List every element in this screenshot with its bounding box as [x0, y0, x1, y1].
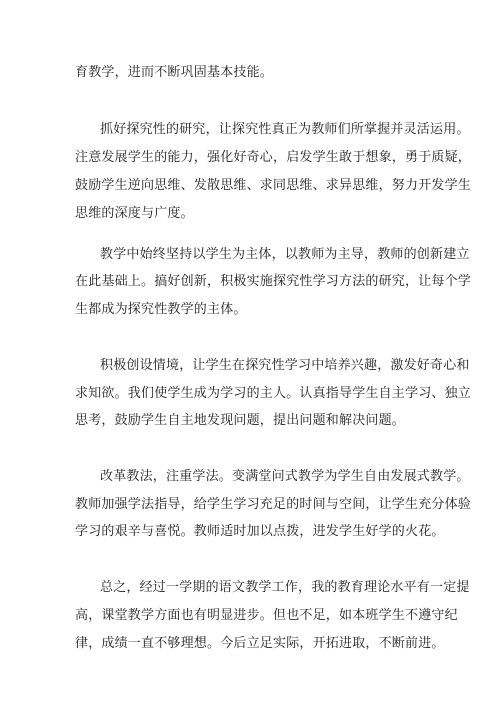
paragraph-line: 鼓励学生逆向思维、发散思维、求同思维、求异思维，努力开发学生: [75, 178, 472, 193]
paragraph-line: 改革教法，注重学法。变满堂问式教学为学生自由发展式教学。: [100, 469, 470, 484]
paragraph-line: 在此基础上。搞好创新，积极实施探究性学习方法的研究，让每个学: [75, 274, 472, 289]
paragraph-line: 律，成绩一直不够理想。今后立足实际，开拓进取，不断前进。: [75, 636, 445, 651]
paragraph-line: 思维的深度与广度。: [75, 206, 194, 221]
paragraph-line: 注意发展学生的能力，强化好奇心，启发学生敢于想象，勇于质疑，: [75, 150, 472, 165]
paragraph-line: 教师加强学法指导，给学生学习充足的时间与空间，让学生充分体验: [75, 497, 472, 512]
paragraph-line: 求知欲。我们使学生成为学习的主人。认真指导学生自主学习、独立: [75, 386, 472, 401]
paragraph-line: 抓好探究性的研究，让探究性真正为教师们所掌握并灵活运用。: [100, 122, 470, 137]
paragraph-line: 高，课堂教学方面也有明显进步。但也不足，如本班学生不遵守纪: [75, 608, 458, 623]
paragraph-line: 生都成为探究性教学的主体。: [75, 302, 247, 317]
paragraph-line: 教学中始终坚持以学生为主体，以教师为主导，教师的创新建立: [100, 247, 470, 262]
paragraph-line: 育教学，进而不断巩固基本技能。: [75, 65, 274, 80]
paragraph-line: 总之，经过一学期的语文教学工作，我的教育理论水平有一定提: [100, 580, 470, 595]
paragraph-line: 积极创设情境，让学生在探究性学习中培养兴趣，激发好奇心和: [100, 358, 470, 373]
paragraph-line: 学习的艰辛与喜悦。教师适时加以点拨，进发学生好学的火花。: [75, 524, 445, 539]
paragraph-line: 思考，鼓励学生自主地发现问题，提出问题和解决问题。: [75, 413, 406, 428]
